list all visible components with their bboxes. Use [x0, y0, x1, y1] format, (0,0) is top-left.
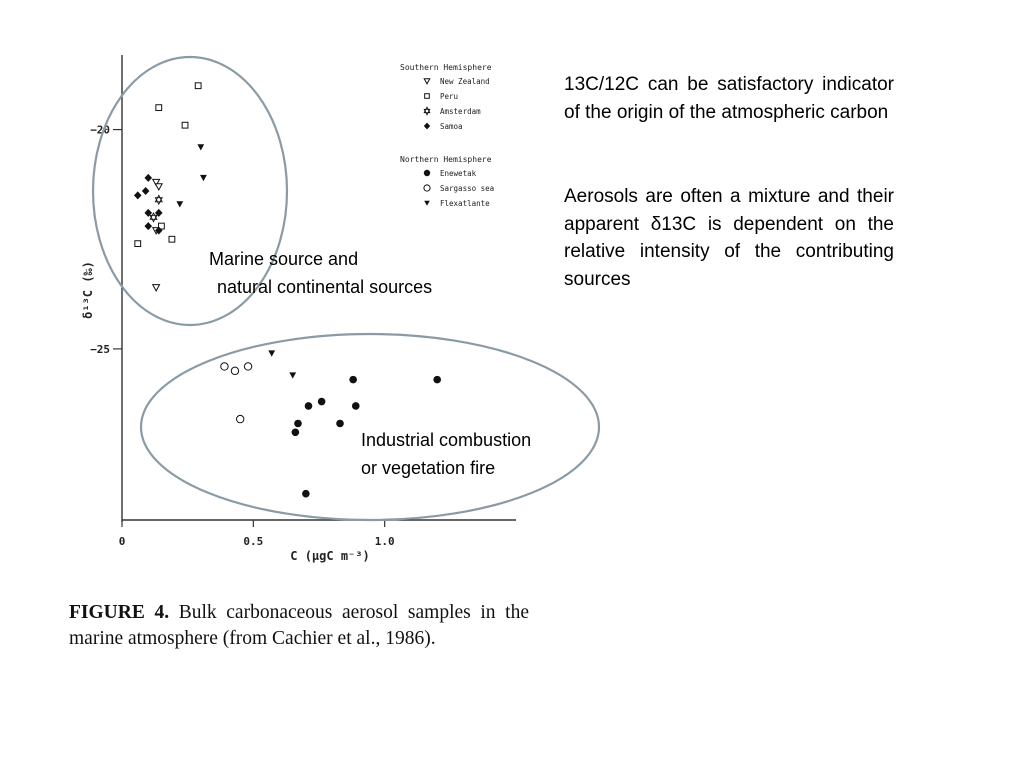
legend-marker-samoa	[424, 123, 430, 130]
legend-label-sargasso-sea: Sargasso sea	[440, 184, 495, 193]
caption-label: FIGURE 4.	[69, 602, 170, 623]
legend-label-new-zealand: New Zealand	[440, 77, 490, 86]
legend-label-samoa: Samoa	[440, 122, 463, 131]
legend-marker-new-zealand	[424, 79, 430, 84]
legend-heading: Northern Hemisphere	[400, 155, 492, 164]
data-point-peru	[156, 105, 162, 111]
data-point-new-zealand	[153, 285, 160, 291]
data-point-amsterdam	[150, 213, 157, 222]
annotation-marine-line1: Marine source and	[209, 249, 359, 269]
data-point-sargasso-sea	[244, 363, 251, 370]
legend-label-flexatlante: Flexatlante	[440, 199, 490, 208]
data-point-enewetak	[294, 420, 302, 428]
data-point-samoa	[144, 222, 152, 230]
legend-heading: Southern Hemisphere	[400, 63, 492, 72]
data-point-samoa	[155, 209, 163, 217]
data-point-flexatlante	[176, 201, 183, 207]
x-axis-title: C (μgC m⁻³)	[290, 549, 370, 563]
legend-label-peru: Peru	[440, 92, 459, 101]
data-point-flexatlante	[200, 175, 207, 181]
data-point-samoa	[134, 191, 142, 199]
y-tick-label: −25	[90, 342, 110, 356]
data-point-samoa	[142, 187, 150, 195]
data-point-flexatlante	[268, 350, 275, 356]
annotation-industrial-line2: or vegetation fire	[361, 458, 496, 478]
data-point-amsterdam	[155, 195, 162, 204]
data-point-new-zealand	[155, 184, 162, 190]
data-point-sargasso-sea	[237, 415, 244, 422]
data-point-peru	[135, 241, 141, 247]
legend-label-enewetak: Enewetak	[440, 169, 477, 178]
legend-marker-sargasso-sea	[424, 185, 430, 191]
legend-marker-peru	[425, 94, 430, 99]
data-point-enewetak	[433, 376, 441, 384]
legend-label-amsterdam: Amsterdam	[440, 107, 481, 116]
data-point-flexatlante	[289, 372, 296, 378]
y-tick-label: −20	[90, 123, 110, 137]
data-point-peru	[169, 236, 175, 242]
industrial-combustion-ellipse	[141, 334, 599, 520]
side-text-paragraph-1: 13C/12C can be satisfactory indicator of the origin of the atmospheric carbon	[564, 74, 894, 123]
data-point-enewetak	[318, 398, 326, 406]
tick-group	[90, 124, 394, 548]
data-point-sargasso-sea	[231, 367, 238, 374]
data-point-enewetak	[305, 402, 313, 410]
series-amsterdam	[150, 195, 162, 221]
data-point-enewetak	[302, 490, 310, 498]
data-point-enewetak	[292, 428, 300, 436]
annotation-industrial-line1: Industrial combustion	[361, 430, 532, 450]
series-sargasso-sea	[221, 363, 252, 423]
x-tick-label: 1.0	[374, 535, 395, 548]
x-tick-label: 0.5	[243, 535, 264, 548]
side-text-paragraph-2: Aerosols are often a mixture and their apparent δ13C is dependent on the relative intensity of the contributing sources	[564, 186, 894, 290]
annotation-marine-line2: natural continental sources	[217, 277, 433, 297]
data-point-enewetak	[336, 420, 344, 428]
data-point-peru	[195, 83, 201, 89]
x-tick-label: 0	[118, 535, 126, 548]
legend	[400, 63, 494, 208]
legend-marker-enewetak	[424, 170, 430, 176]
data-point-samoa	[144, 209, 152, 217]
series-new-zealand	[153, 179, 162, 291]
y-axis-title: δ¹³C (‰)	[81, 261, 95, 319]
data-point-samoa	[144, 174, 152, 182]
data-point-flexatlante	[197, 144, 204, 150]
data-point-sargasso-sea	[221, 363, 228, 370]
data-point-enewetak	[349, 376, 357, 384]
series-peru	[135, 83, 201, 247]
figure-caption	[69, 600, 529, 652]
caption-text: Bulk carbonaceous aerosol samples in the marine atmosphere (from Cachier et al., 1986).	[69, 602, 529, 649]
data-point-peru	[182, 122, 188, 128]
data-point-enewetak	[352, 402, 360, 410]
legend-marker-flexatlante	[424, 201, 430, 206]
legend-marker-amsterdam	[424, 107, 430, 115]
